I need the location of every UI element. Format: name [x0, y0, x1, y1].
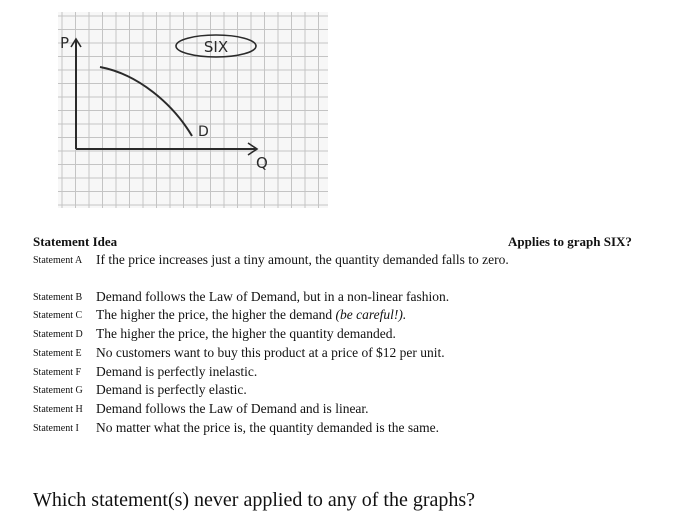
- statement-row-g: [33, 381, 513, 399]
- statement-row-d: [33, 325, 513, 343]
- statement-label: Statement D: [33, 329, 83, 340]
- statement-note: (be careful!).: [335, 307, 407, 322]
- header-statement: Statement: [33, 234, 90, 249]
- statement-row-e: [33, 344, 513, 362]
- statement-label: Statement C: [33, 310, 83, 321]
- statement-row-a: [33, 251, 513, 269]
- statement-row-f: [33, 363, 513, 381]
- question-text: Which statement(s) never applied to any of the graphs?: [33, 489, 476, 511]
- statement-text: If the price increases just a tiny amount, the quantity demanded falls to zero.: [96, 252, 509, 267]
- statement-label: Statement A: [33, 255, 83, 266]
- price-axis-label: P: [60, 34, 70, 52]
- statement-row-i: [33, 419, 513, 437]
- statement-text: Demand is perfectly inelastic.: [96, 364, 258, 379]
- statement-text: No matter what the price is, the quantity demanded is the same.: [96, 420, 440, 435]
- statement-row-b: [33, 288, 513, 306]
- statement-text: Demand is perfectly elastic.: [96, 382, 247, 397]
- statement-row-c: [33, 306, 513, 324]
- demand-graph-sketch: [58, 12, 328, 208]
- statement-text: No customers want to buy this product at a price of $12 per unit.: [96, 345, 445, 360]
- statement-label: Statement F: [33, 367, 82, 378]
- statement-text: The higher the price, the higher the quantity demanded.: [96, 326, 396, 341]
- statement-label: Statement H: [33, 404, 83, 415]
- statement-row-h: [33, 400, 513, 418]
- statement-label: Statement E: [33, 348, 82, 359]
- statement-text: Demand follows the Law of Demand and is linear.: [96, 401, 369, 416]
- demand-curve-label: D: [198, 124, 209, 140]
- statement-text: Demand follows the Law of Demand, but in a non-linear fashion.: [96, 289, 450, 304]
- statement-label: Statement B: [33, 292, 83, 303]
- graph-title: SIX: [203, 38, 229, 56]
- column-header-statement-idea: [33, 234, 117, 249]
- statement-text-container: [96, 306, 513, 324]
- header-idea: Idea: [92, 234, 118, 249]
- statement-label: Statement G: [33, 385, 83, 396]
- quantity-axis-label: Q: [256, 154, 268, 172]
- statement-text: The higher the price, the higher the demand: [96, 307, 333, 322]
- statement-label: Statement I: [33, 423, 79, 434]
- column-header-applies: Applies to graph SIX?: [508, 234, 632, 249]
